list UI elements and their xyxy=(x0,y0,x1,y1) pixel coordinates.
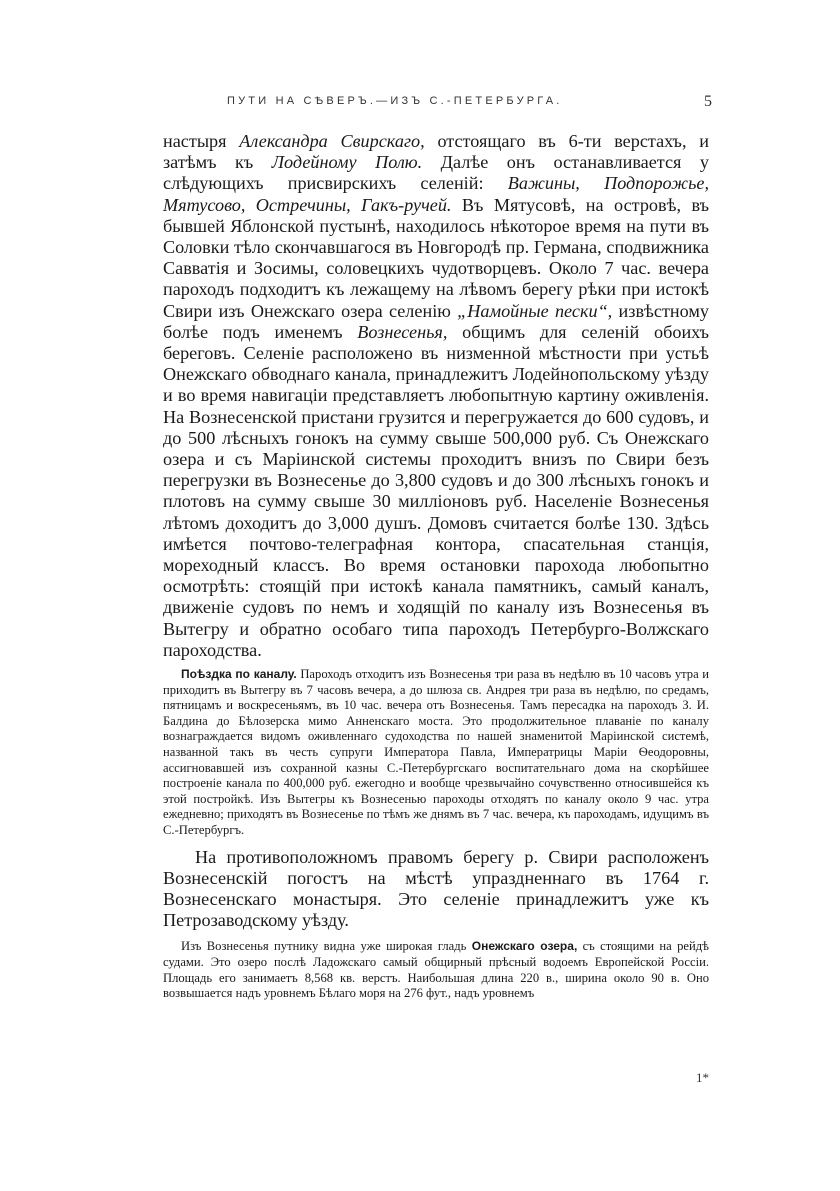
document-page xyxy=(163,93,712,1085)
note-text: Пароходъ отходитъ изъ Вознесенья три раза въ недѣлю въ 10 часовъ утра и приходитъ въ Вытегру въ 7 часовъ вечера, а до шлюза св. Андрея три раза въ недѣлю, по средамъ, пятницамъ и воскресеньямъ, въ 10 час. вечера отъ Вознесенья. Тамъ пересадка на пароходъ З. И. Балдина до Бѣлозерска мимо Анненскаго моста. Это продолжительное плаваніе по каналу вознаграждается видомъ оживленнаго судоходства по нашей знаменитой Маріинской системѣ, названной такъ въ честь супруги Императора Павла, Императрицы Маріи Ѳеодоровны, ассигновавшей изъ сохранной казны С.-Петербургскаго воспитательнаго дома на скорѣйшее построеніе канала по 400,000 руб. ежегодно и вообще чрезвычайно сочувственно относившейся къ этой постройкѣ. Изъ Вытегры къ Вознесенью пароходы отходятъ по каналу около 9 час. утра ежедневно; приходятъ въ Вознесенье по тѣмъ же днямъ въ 7 час. вечера, къ пароходамъ, идущимъ въ С.-Петербургъ. xyxy=(163,667,709,838)
note-heading: Онежскаго озера, xyxy=(471,939,578,954)
note-text: съ стоящими на рейдѣ судами. Это озеро послѣ Ладожскаго самый общирный прѣсный водоемъ Европейской Россіи. Площадь его занимаетъ 8,568 кв. верстъ. Наибольшая длина 220 в., ширина около 90 в. Оно возвышается надъ уровнемъ Бѣлаго моря на 276 фут., надъ уровнемъ xyxy=(163,939,710,1001)
running-title: ПУТИ НА СѢВЕРЪ.—ИЗЪ С.-ПЕТЕРБУРГА. xyxy=(227,95,563,107)
text-run: настыря xyxy=(163,131,240,151)
emphasis-place-name: „Намойные пески“, xyxy=(457,300,613,321)
emphasis-place-name: Александра Свирскаго, xyxy=(239,131,425,151)
note-onega-lake xyxy=(163,939,709,1001)
note-heading: Поѣздка по каналу. xyxy=(181,667,297,682)
main-paragraph-1 xyxy=(163,131,709,661)
signature-mark: 1* xyxy=(696,1070,709,1085)
note-canal-trip xyxy=(163,667,709,839)
emphasis-place-list: Важины, Подпорожье, Мятусово, Остречины, Гакъ-ручей. xyxy=(163,173,709,215)
text-run: извѣстному болѣе подъ именемъ xyxy=(163,300,710,342)
page-number: 5 xyxy=(704,93,712,110)
emphasis-place-name: Лодейному Полю. xyxy=(271,152,423,173)
text-run: отстоящаго въ 6-ти верстахъ, и затѣмъ къ xyxy=(163,131,709,173)
running-header xyxy=(163,93,712,117)
text-run: Далѣе онъ останавливается у слѣдующихъ присвирскихъ селеній: xyxy=(163,152,709,194)
text-run: Въ Мятусовѣ, на островѣ, въ бывшей Яблонской пустынѣ, находилось нѣкоторое время на пути въ Соловки тѣло скончавшагося въ Новгородѣ пр. Германа, сподвижника Савватія и Зосимы, соловецкихъ чудотворцевъ. Около 7 час. вечера пароходъ подходитъ къ лежащему на лѣвомъ берегу рѣки при истокѣ Свири изъ Онежскаго озера селенію xyxy=(163,194,709,321)
note-text: Изъ Вознесенья путнику видна уже широкая гладь xyxy=(181,939,472,954)
emphasis-place-name: Вознесенья, xyxy=(357,321,448,342)
text-run: общимъ для селеній обоихъ береговъ. Селеніе расположено въ низменной мѣстности при устьѣ Онежскаго обводнаго канала, принадлежитъ Лодейнопольскому уѣзду и во время навигаціи представляетъ любопытную картину оживленія. На Вознесенской пристани грузится и перегружается до 600 судовъ, и до 500 лѣсныхъ гонокъ на сумму свыше 500,000 руб. Съ Онежскаго озера и съ Маріинской системы проходитъ внизъ по Свири безъ перегрузки въ Вознесенье до 3,800 судовъ и до 300 лѣсныхъ гонокъ и плотовъ на сумму свыше 30 милліоновъ руб. Населеніе Вознесенья лѣтомъ доходитъ до 3,000 душъ. Домовъ считается болѣе 130. Здѣсь имѣется почтово-телеграфная контора, спасательная станція, мореходный классъ. Во время остановки парохода любопытно осмотрѣть: стоящій при истокѣ канала памятникъ, самый каналъ, движеніе судовъ по немъ и ходящій по каналу изъ Вознесенья въ Вытегру и обратно особаго типа пароходъ Петербурго-Волжскаго пароходства. xyxy=(163,321,709,660)
main-paragraph-2: На противоположномъ правомъ берегу р. Свири расположенъ Вознесенскій погостъ на мѣстѣ упраздненнаго въ 1764 г. Вознесенскаго монастыря. Это селеніе принадлежитъ уже къ Петрозаводскому уѣзду. xyxy=(163,846,709,931)
